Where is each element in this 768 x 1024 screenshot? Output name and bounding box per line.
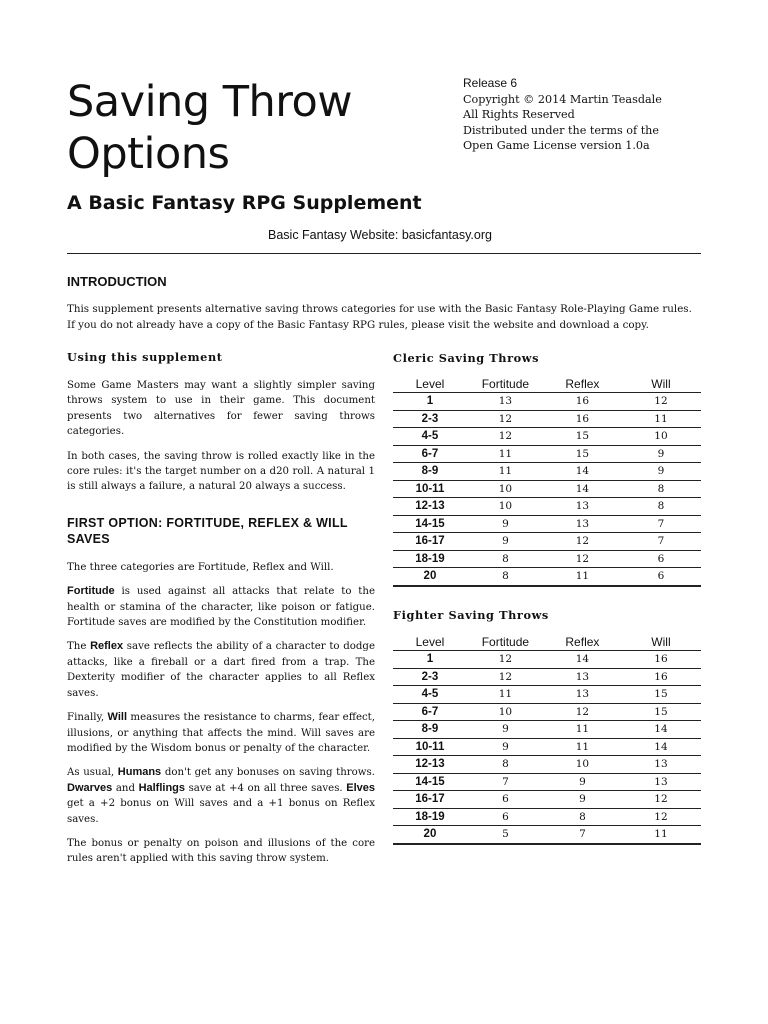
save-value-cell: 16 <box>621 668 701 686</box>
table-row <box>393 651 701 669</box>
release-info <box>463 76 662 154</box>
save-value-cell: 10 <box>621 428 701 446</box>
race-mid-2: and <box>112 782 139 794</box>
using-paragraph-2: In both cases, the saving throw is rolled exactly like in the core rules: it's the target number on a d20 roll. A natural 1 is still always a failure, a natural 20 always a success. <box>67 450 375 493</box>
fighter-saving-throws-table <box>393 634 701 845</box>
using-supplement-heading: Using this supplement <box>67 350 223 364</box>
header-divider <box>67 253 701 254</box>
table-row <box>393 498 701 516</box>
save-value-cell: 12 <box>544 533 621 551</box>
fighter-table-title: Fighter Saving Throws <box>393 608 549 622</box>
table-row <box>393 568 701 586</box>
save-value-cell: 12 <box>621 808 701 826</box>
save-value-cell: 8 <box>621 498 701 516</box>
race-mid-3: save at +4 on all three saves. <box>185 782 347 794</box>
document-title <box>67 76 352 180</box>
level-cell: 18-19 <box>393 808 467 826</box>
save-value-cell: 10 <box>467 480 544 498</box>
save-value-cell: 11 <box>544 738 621 756</box>
table-row <box>393 773 701 791</box>
column-header: Level <box>393 376 467 393</box>
save-value-cell: 12 <box>467 428 544 446</box>
level-cell: 4-5 <box>393 428 467 446</box>
save-value-cell: 10 <box>467 498 544 516</box>
level-cell: 14-15 <box>393 515 467 533</box>
cleric-saving-throws-table <box>393 376 701 587</box>
save-value-cell: 12 <box>467 651 544 669</box>
level-cell: 1 <box>393 393 467 411</box>
table-row <box>393 791 701 809</box>
save-value-cell: 12 <box>544 703 621 721</box>
level-cell: 1 <box>393 651 467 669</box>
race-paragraph <box>67 765 375 827</box>
bonus-penalty-paragraph: The bonus or penalty on poison and illusions of the core rules aren't applied with this saving throw system. <box>67 837 375 865</box>
reflex-pre: The <box>67 641 91 653</box>
cleric-table-body <box>393 393 701 586</box>
rights-line: All Rights Reserved <box>463 108 575 121</box>
save-value-cell: 13 <box>544 686 621 704</box>
table-row <box>393 668 701 686</box>
save-value-cell: 7 <box>621 515 701 533</box>
cleric-table-title: Cleric Saving Throws <box>393 351 540 365</box>
save-value-cell: 11 <box>467 445 544 463</box>
introduction-paragraph <box>67 302 707 333</box>
table-row <box>393 703 701 721</box>
table-row <box>393 550 701 568</box>
table-row <box>393 756 701 774</box>
save-value-cell: 5 <box>467 826 544 844</box>
save-value-cell: 11 <box>544 721 621 739</box>
save-value-cell: 11 <box>621 826 701 844</box>
save-value-cell: 9 <box>467 515 544 533</box>
release-number: Release 6 <box>463 76 518 90</box>
race-end: get a +2 bonus on Will saves and a +1 bonus on Reflex saves. <box>67 798 375 825</box>
level-cell: 16-17 <box>393 791 467 809</box>
title-line-2: Options <box>67 129 230 179</box>
table-header-row <box>393 634 701 651</box>
save-value-cell: 14 <box>544 651 621 669</box>
reflex-keyword: Reflex <box>90 640 124 653</box>
document-subtitle: A Basic Fantasy RPG Supplement <box>67 192 422 214</box>
save-value-cell: 11 <box>544 568 621 586</box>
table-row <box>393 410 701 428</box>
copyright-line: Copyright © 2014 Martin Teasdale <box>463 92 662 106</box>
save-value-cell: 9 <box>467 738 544 756</box>
save-value-cell: 13 <box>621 773 701 791</box>
column-header: Fortitude <box>467 376 544 393</box>
level-cell: 10-11 <box>393 480 467 498</box>
save-value-cell: 7 <box>621 533 701 551</box>
save-value-cell: 16 <box>621 651 701 669</box>
column-header: Level <box>393 634 467 651</box>
save-value-cell: 12 <box>544 550 621 568</box>
distribution-line: Distributed under the terms of the <box>463 123 660 137</box>
save-value-cell: 14 <box>621 721 701 739</box>
save-value-cell: 16 <box>544 393 621 411</box>
save-value-cell: 9 <box>467 533 544 551</box>
level-cell: 2-3 <box>393 410 467 428</box>
level-cell: 8-9 <box>393 721 467 739</box>
save-value-cell: 9 <box>621 445 701 463</box>
save-value-cell: 9 <box>544 791 621 809</box>
save-value-cell: 13 <box>544 515 621 533</box>
column-header: Reflex <box>544 376 621 393</box>
level-cell: 16-17 <box>393 533 467 551</box>
table-header-row <box>393 376 701 393</box>
save-value-cell: 8 <box>621 480 701 498</box>
save-value-cell: 13 <box>621 756 701 774</box>
save-value-cell: 8 <box>467 550 544 568</box>
level-cell: 6-7 <box>393 703 467 721</box>
level-cell: 14-15 <box>393 773 467 791</box>
will-paragraph <box>67 710 375 756</box>
save-value-cell: 6 <box>467 808 544 826</box>
save-value-cell: 13 <box>467 393 544 411</box>
first-option-heading: FIRST OPTION: FORTITUDE, REFLEX & WILL SAVES <box>67 515 348 546</box>
halflings-keyword: Halflings <box>138 781 186 794</box>
table-row <box>393 738 701 756</box>
race-mid-1: don't get any bonuses on saving throws. <box>161 767 375 779</box>
intro-line-2: If you do not already have a copy of the Basic Fantasy RPG rules, please visit the website and download a copy. <box>67 318 649 331</box>
save-value-cell: 15 <box>621 703 701 721</box>
save-value-cell: 13 <box>544 498 621 516</box>
intro-line-1: This supplement presents alternative saving throws categories for use with the Basic Fantasy Role-Playing Game rules. <box>67 303 692 315</box>
table-row <box>393 445 701 463</box>
level-cell: 20 <box>393 568 467 586</box>
level-cell: 6-7 <box>393 445 467 463</box>
will-text: measures the resistance to charms, fear effect, illusions, or anything that affects the mind. Will saves are modified by the Wisdom bonus or penalty of the character. <box>67 712 376 754</box>
level-cell: 20 <box>393 826 467 844</box>
reflex-text: save reflects the ability of a character to dodge attacks, like a fireball or a dart fired from a trap. The Dexterity modifier of the character applies to all Reflex saves. <box>67 641 375 699</box>
save-value-cell: 14 <box>621 738 701 756</box>
column-header: Will <box>621 376 701 393</box>
save-value-cell: 6 <box>467 791 544 809</box>
fortitude-text: is used against all attacks that relate to the health or stamina of the character, like poison or fatigue. Fortitude saves are modified by the Constitution modifier. <box>67 586 375 629</box>
license-line: Open Game License version 1.0a <box>463 139 650 152</box>
table-row <box>393 826 701 844</box>
save-value-cell: 15 <box>544 445 621 463</box>
level-cell: 2-3 <box>393 668 467 686</box>
save-value-cell: 15 <box>544 428 621 446</box>
save-value-cell: 9 <box>467 721 544 739</box>
save-value-cell: 11 <box>467 686 544 704</box>
using-paragraph-1: Some Game Masters may want a slightly simpler saving throws system to use in their game. This document presents two alternatives for fewer saving throws categories. <box>67 380 375 438</box>
save-value-cell: 12 <box>467 668 544 686</box>
save-value-cell: 8 <box>467 568 544 586</box>
save-value-cell: 10 <box>544 756 621 774</box>
fortitude-paragraph <box>67 584 375 630</box>
level-cell: 12-13 <box>393 498 467 516</box>
table-row <box>393 480 701 498</box>
dwarves-keyword: Dwarves <box>67 781 113 794</box>
will-pre: Finally, <box>67 712 108 724</box>
left-column <box>67 350 375 876</box>
save-value-cell: 6 <box>621 550 701 568</box>
save-value-cell: 7 <box>467 773 544 791</box>
table-row <box>393 428 701 446</box>
save-value-cell: 16 <box>544 410 621 428</box>
humans-keyword: Humans <box>117 766 162 779</box>
introduction-heading: INTRODUCTION <box>67 274 167 289</box>
table-row <box>393 533 701 551</box>
column-header: Fortitude <box>467 634 544 651</box>
save-value-cell: 15 <box>621 686 701 704</box>
fighter-table-body <box>393 651 701 844</box>
save-value-cell: 8 <box>544 808 621 826</box>
table-row <box>393 463 701 481</box>
save-value-cell: 8 <box>467 756 544 774</box>
save-value-cell: 11 <box>467 463 544 481</box>
column-header: Will <box>621 634 701 651</box>
table-row <box>393 686 701 704</box>
reflex-paragraph <box>67 639 375 701</box>
fortitude-keyword: Fortitude <box>67 585 115 598</box>
save-value-cell: 12 <box>467 410 544 428</box>
categories-paragraph: The three categories are Fortitude, Reflex and Will. <box>67 561 334 573</box>
save-value-cell: 12 <box>621 393 701 411</box>
will-keyword: Will <box>107 711 128 724</box>
table-row <box>393 393 701 411</box>
elves-keyword: Elves <box>346 781 375 794</box>
level-cell: 10-11 <box>393 738 467 756</box>
race-pre: As usual, <box>67 767 118 779</box>
table-row <box>393 515 701 533</box>
save-value-cell: 12 <box>621 791 701 809</box>
save-value-cell: 11 <box>621 410 701 428</box>
save-value-cell: 9 <box>621 463 701 481</box>
save-value-cell: 14 <box>544 480 621 498</box>
save-value-cell: 9 <box>544 773 621 791</box>
level-cell: 18-19 <box>393 550 467 568</box>
save-value-cell: 7 <box>544 826 621 844</box>
level-cell: 12-13 <box>393 756 467 774</box>
save-value-cell: 10 <box>467 703 544 721</box>
column-header: Reflex <box>544 634 621 651</box>
save-value-cell: 14 <box>544 463 621 481</box>
save-value-cell: 13 <box>544 668 621 686</box>
level-cell: 4-5 <box>393 686 467 704</box>
title-line-1: Saving Throw <box>67 77 352 127</box>
table-row <box>393 721 701 739</box>
save-value-cell: 6 <box>621 568 701 586</box>
level-cell: 8-9 <box>393 463 467 481</box>
table-row <box>393 808 701 826</box>
website-line: Basic Fantasy Website: basicfantasy.org <box>268 228 492 242</box>
